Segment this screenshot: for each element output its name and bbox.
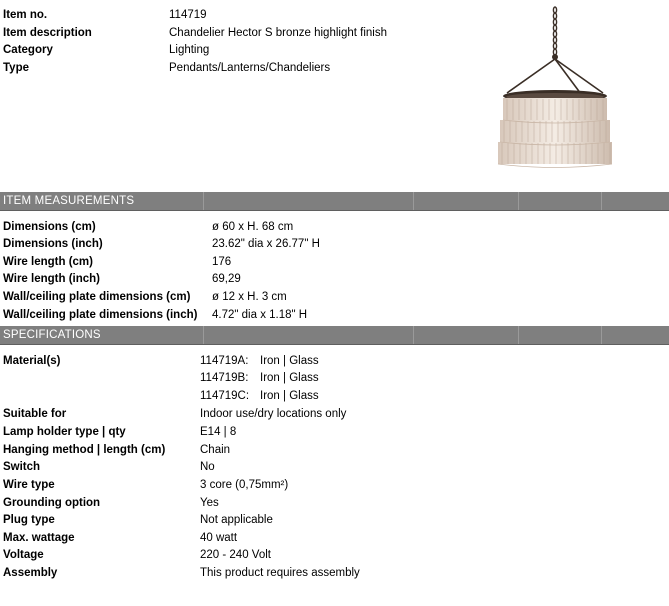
material-code: 114719C: (200, 390, 250, 402)
item-description-label: Item description (3, 27, 92, 39)
measure-value: 4.72" dia x 1.18" H (212, 309, 308, 321)
measure-label: Wall/ceiling plate dimensions (cm) (3, 291, 191, 303)
measure-label: Wire length (inch) (3, 273, 101, 285)
measure-label: Dimensions (cm) (3, 221, 96, 233)
spec-value: Indoor use/dry locations only (200, 408, 347, 420)
measure-label: Wire length (cm) (3, 256, 93, 268)
category-value: Lighting (169, 44, 210, 56)
measure-value: 23.62" dia x 26.77" H (212, 238, 320, 250)
measure-label: Dimensions (inch) (3, 238, 103, 250)
spec-label: Max. wattage (3, 532, 75, 544)
item-no-label: Item no. (3, 9, 48, 21)
category-label: Category (3, 44, 53, 56)
item-measurements-title: ITEM MEASUREMENTS (3, 195, 135, 207)
spec-value: E14 | 8 (200, 426, 237, 438)
spec-value: Chain (200, 444, 231, 456)
spec-value: 40 watt (200, 532, 238, 544)
spec-value: No (200, 461, 215, 473)
material-code: 114719A: (200, 355, 249, 367)
measure-value: ø 60 x H. 68 cm (212, 221, 294, 233)
material-row (200, 388, 319, 405)
item-measurements-header (0, 192, 669, 210)
spec-value: Yes (200, 497, 219, 509)
divider (0, 210, 669, 211)
specifications-title: SPECIFICATIONS (3, 329, 101, 341)
chandelier-image (493, 4, 628, 176)
material-value: Iron | Glass (260, 390, 319, 402)
material-value: Iron | Glass (260, 355, 319, 367)
spec-value: Not applicable (200, 514, 273, 526)
spec-label: Wire type (3, 479, 55, 491)
divider (0, 344, 669, 345)
measure-value: 176 (212, 256, 232, 268)
material-code: 114719B: (200, 372, 249, 384)
spec-label: Suitable for (3, 408, 67, 420)
spec-label: Switch (3, 461, 41, 473)
spec-label: Plug type (3, 514, 55, 526)
measure-label: Wall/ceiling plate dimensions (inch) (3, 309, 198, 321)
spec-label: Hanging method | length (cm) (3, 444, 166, 456)
spec-label: Grounding option (3, 497, 101, 509)
type-value: Pendants/Lanterns/Chandeliers (169, 62, 331, 74)
spec-label: Lamp holder type | qty (3, 426, 126, 438)
type-label: Type (3, 62, 29, 74)
material-row (200, 353, 319, 370)
spec-label: Voltage (3, 549, 44, 561)
measure-value: 69,29 (212, 273, 241, 285)
spec-value: This product requires assembly (200, 567, 360, 579)
measure-value: ø 12 x H. 3 cm (212, 291, 287, 303)
item-description-value: Chandelier Hector S bronze highlight finish (169, 27, 387, 39)
specifications-header (0, 326, 669, 344)
spec-label: Assembly (3, 567, 58, 579)
material-value: Iron | Glass (260, 372, 319, 384)
materials-label: Material(s) (3, 355, 61, 367)
material-row (200, 370, 319, 387)
spec-value: 3 core (0,75mm²) (200, 479, 289, 491)
spec-value: 220 - 240 Volt (200, 549, 271, 561)
item-no-value: 114719 (169, 9, 207, 21)
